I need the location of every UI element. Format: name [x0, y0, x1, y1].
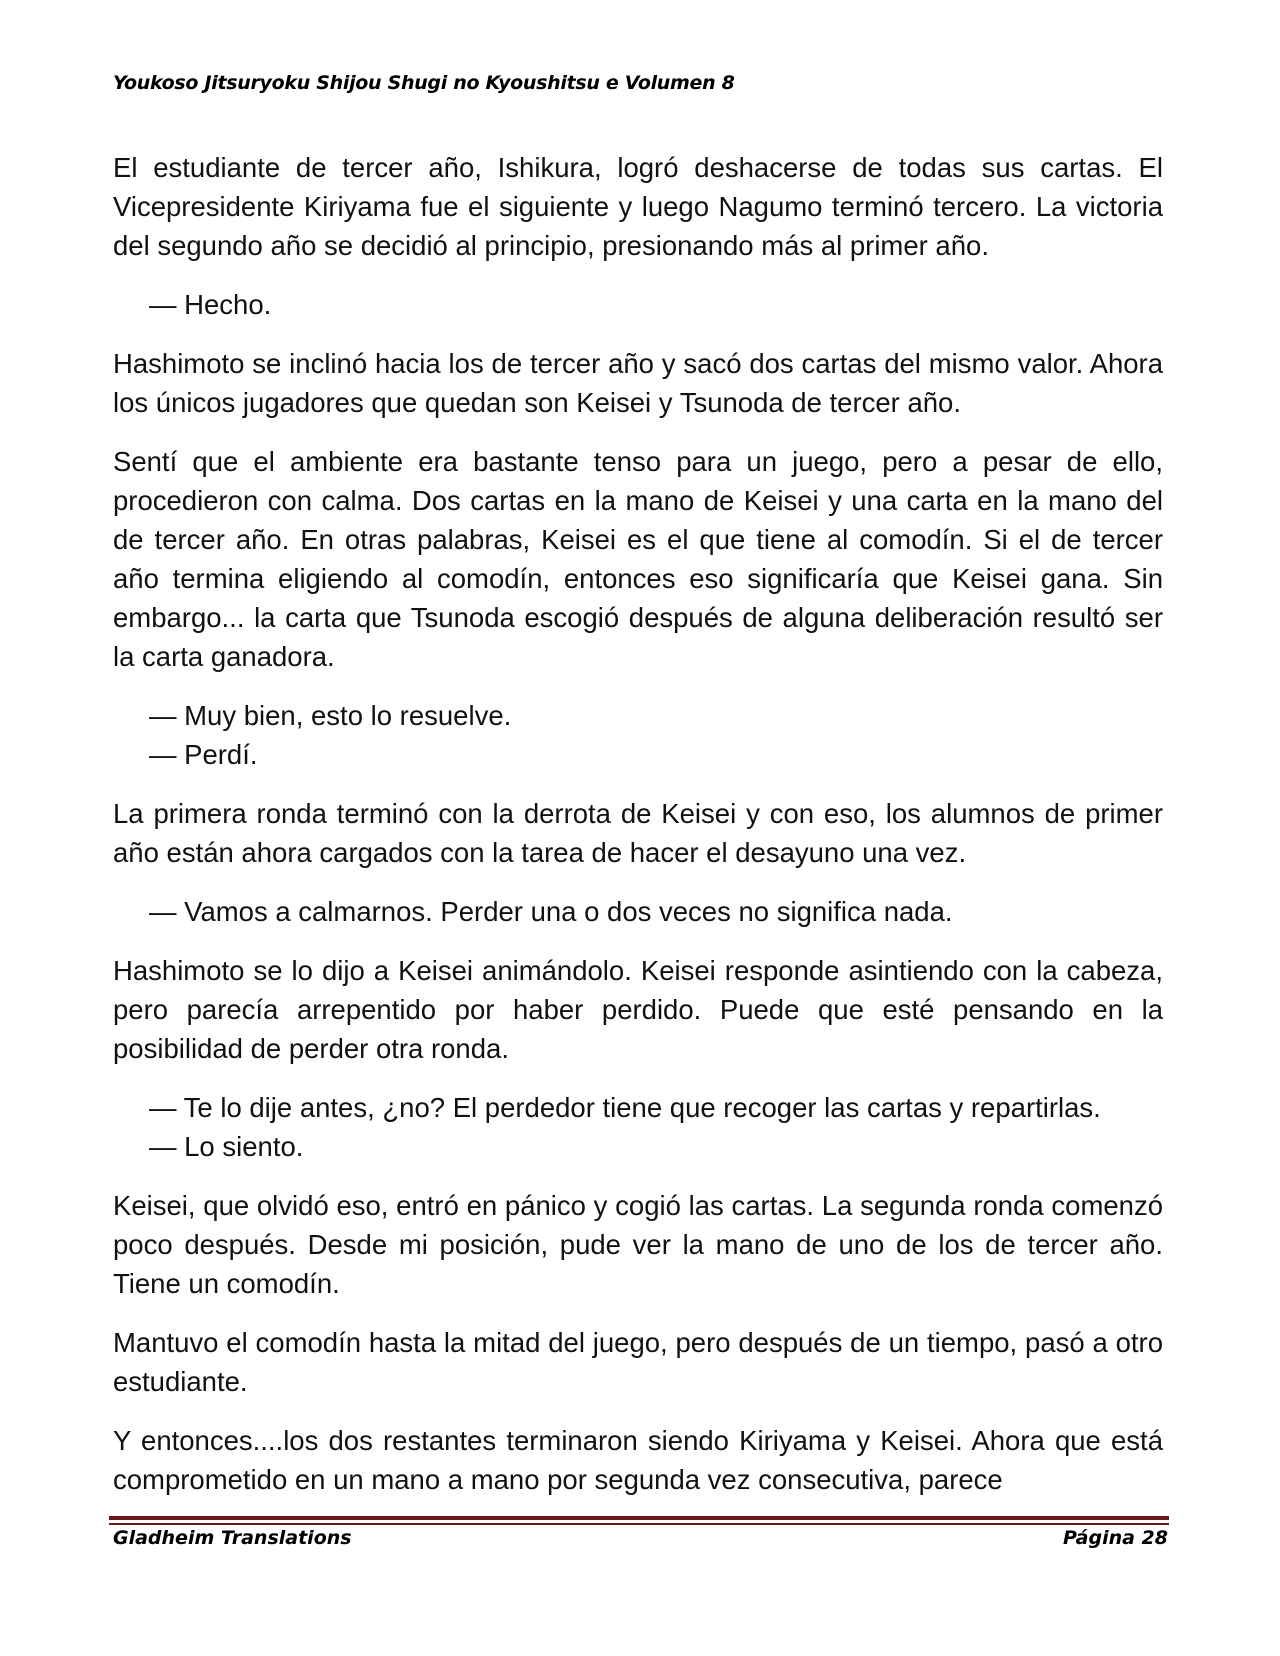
dialog-line: — Lo siento. — [149, 1131, 304, 1162]
dialog-line: — Hecho. — [149, 289, 272, 320]
dialog-block — [113, 892, 1163, 931]
running-header: Youkoso Jitsuryoku Shijou Shugi no Kyoushitsu e Volumen 8 — [113, 72, 735, 94]
paragraph: Sentí que el ambiente era bastante tenso para un juego, pero a pesar de ello, procedieron con calma. Dos cartas en la mano de Keisei y una carta en la mano del de tercer año. En otras palabras, Keisei es el que tiene al comodín. Si el de tercer año termina eligiendo al comodín, entonces eso significaría que Keisei gana. Sin embargo... la carta que Tsunoda escogió después de alguna deliberación resultó ser la carta ganadora. — [113, 446, 1163, 672]
paragraph: El estudiante de tercer año, Ishikura, logró deshacerse de todas sus cartas. El Vicepresidente Kiriyama fue el siguiente y luego Nagumo terminó tercero. La victoria del segundo año se decidió al principio, presionando más al primer año. — [113, 152, 1163, 261]
body-text — [113, 148, 1163, 1519]
dialog-line: — Muy bien, esto lo resuelve. — [149, 700, 512, 731]
paragraph: Y entonces....los dos restantes terminaron siendo Kiriyama y Keisei. Ahora que está comprometido en un mano a mano por segunda vez consecutiva, parece — [113, 1425, 1163, 1495]
dialog-line: — Perdí. — [149, 739, 258, 770]
dialog-block — [113, 1088, 1163, 1166]
dialog-line: — Vamos a calmarnos. Perder una o dos veces no significa nada. — [149, 896, 953, 927]
dialog-block — [113, 285, 1163, 324]
footer-rule-thin — [109, 1523, 1169, 1525]
page-number: Página 28 — [1062, 1527, 1168, 1549]
paragraph: Hashimoto se lo dijo a Keisei animándolo. Keisei responde asintiendo con la cabeza, pero parecía arrepentido por haber perdido. Puede que esté pensando en la posibilidad de perder otra ronda. — [113, 955, 1163, 1064]
footer-rule — [109, 1516, 1169, 1520]
paragraph: Hashimoto se inclinó hacia los de tercer año y sacó dos cartas del mismo valor. Ahora los únicos jugadores que quedan son Keisei y Tsunoda de tercer año. — [113, 348, 1163, 418]
paragraph: Mantuvo el comodín hasta la mitad del juego, pero después de un tiempo, pasó a otro estudiante. — [113, 1327, 1163, 1397]
dialog-block — [113, 696, 1163, 774]
footer-credit: Gladheim Translations — [113, 1527, 352, 1549]
paragraph: Keisei, que olvidó eso, entró en pánico y cogió las cartas. La segunda ronda comenzó poco después. Desde mi posición, pude ver la mano de uno de los de tercer año. Tiene un comodín. — [113, 1190, 1163, 1299]
paragraph: La primera ronda terminó con la derrota de Keisei y con eso, los alumnos de primer año están ahora cargados con la tarea de hacer el desayuno una vez. — [113, 798, 1163, 868]
dialog-line: — Te lo dije antes, ¿no? El perdedor tiene que recoger las cartas y repartirlas. — [149, 1092, 1101, 1123]
